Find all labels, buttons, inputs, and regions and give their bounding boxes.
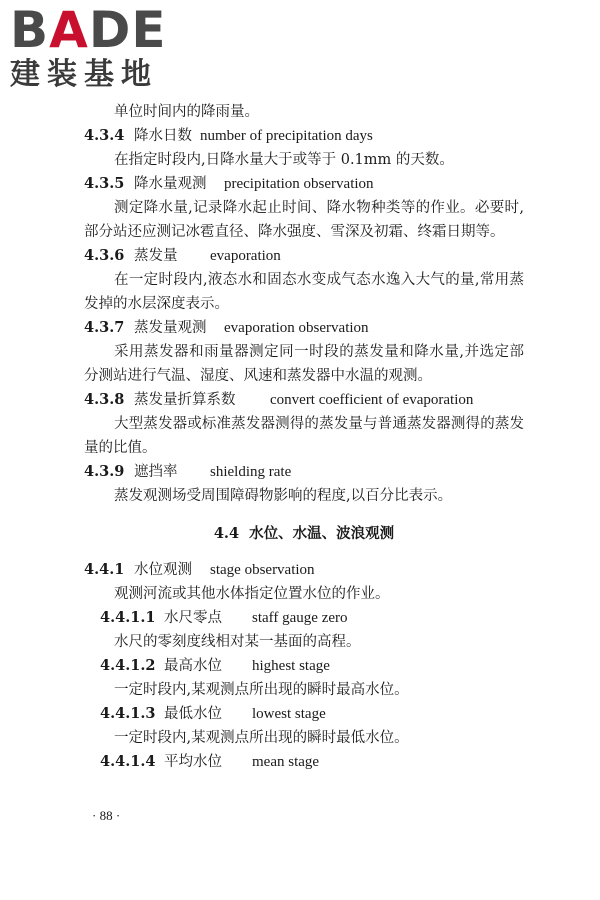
continued-definition: 单位时间内的降雨量。 xyxy=(114,104,259,120)
term-heading-4-3-4: 4.3.4 降水日数 number of precipitation days xyxy=(84,127,373,144)
logo-wordmark: BADE xyxy=(10,1,167,59)
logo xyxy=(10,2,185,94)
term-heading-4-3-8: 4.3.8 蒸发量折算系数 convert coefficient of evaporation xyxy=(84,391,474,408)
page-number: · 88 · xyxy=(92,808,121,823)
term-heading-4-4-1-1: 4.4.1.1 水尺零点 staff gauge zero xyxy=(100,609,348,626)
term-definition-4-3-8: 大型蒸发器或标准蒸发器测得的蒸发量与普通蒸发器测得的蒸发量的比值。 xyxy=(84,416,524,456)
term-definition-4-4-1-1: 水尺的零刻度线相对某一基面的高程。 xyxy=(114,634,361,650)
term-heading-4-3-6: 4.3.6 蒸发量 evaporation xyxy=(84,247,281,264)
term-definition-4-3-9: 蒸发观测场受周围障碍物影响的程度,以百分比表示。 xyxy=(114,488,453,504)
document-body xyxy=(84,100,524,774)
term-definition-4-3-6: 在一定时段内,液态水和固态水变成气态水逸入大气的量,常用蒸发掉的水层深度表示。 xyxy=(84,272,524,312)
term-heading-4-3-7: 4.3.7 蒸发量观测 evaporation observation xyxy=(84,319,369,336)
term-heading-4-3-9: 4.3.9 遮挡率 shielding rate xyxy=(84,463,292,480)
term-definition-4-3-7: 采用蒸发器和雨量器测定同一时段的蒸发量和降水量,并选定部分测站进行气温、湿度、风速和蒸发器中水温的观测。 xyxy=(84,344,524,384)
section-heading-4-4: 4.4 水位、水温、波浪观测 xyxy=(213,525,395,542)
term-heading-4-3-5: 4.3.5 降水量观测 precipitation observation xyxy=(84,175,374,192)
term-definition-4-3-5: 测定降水量,记录降水起止时间、降水物种类等的作业。必要时,部分站还应测记冰雹直径、降水强度、雪深及初霜、终霜日期等。 xyxy=(84,200,524,240)
term-definition-4-4-1: 观测河流或其他水体指定位置水位的作业。 xyxy=(114,586,390,602)
term-heading-4-4-1-3: 4.4.1.3 最低水位 lowest stage xyxy=(100,705,326,722)
logo-chinese: 建装基地 xyxy=(10,57,158,92)
term-heading-4-4-1-4: 4.4.1.4 平均水位 mean stage xyxy=(100,753,320,770)
term-heading-4-4-1-2: 4.4.1.2 最高水位 highest stage xyxy=(100,657,330,674)
term-definition-4-4-1-2: 一定时段内,某观测点所出现的瞬时最高水位。 xyxy=(114,682,409,698)
term-definition-4-4-1-3: 一定时段内,某观测点所出现的瞬时最低水位。 xyxy=(114,730,409,746)
term-definition-4-3-4: 在指定时段内,日降水量大于或等于 0.1mm 的天数。 xyxy=(114,152,454,168)
term-heading-4-4-1: 4.4.1 水位观测 stage observation xyxy=(84,561,315,578)
